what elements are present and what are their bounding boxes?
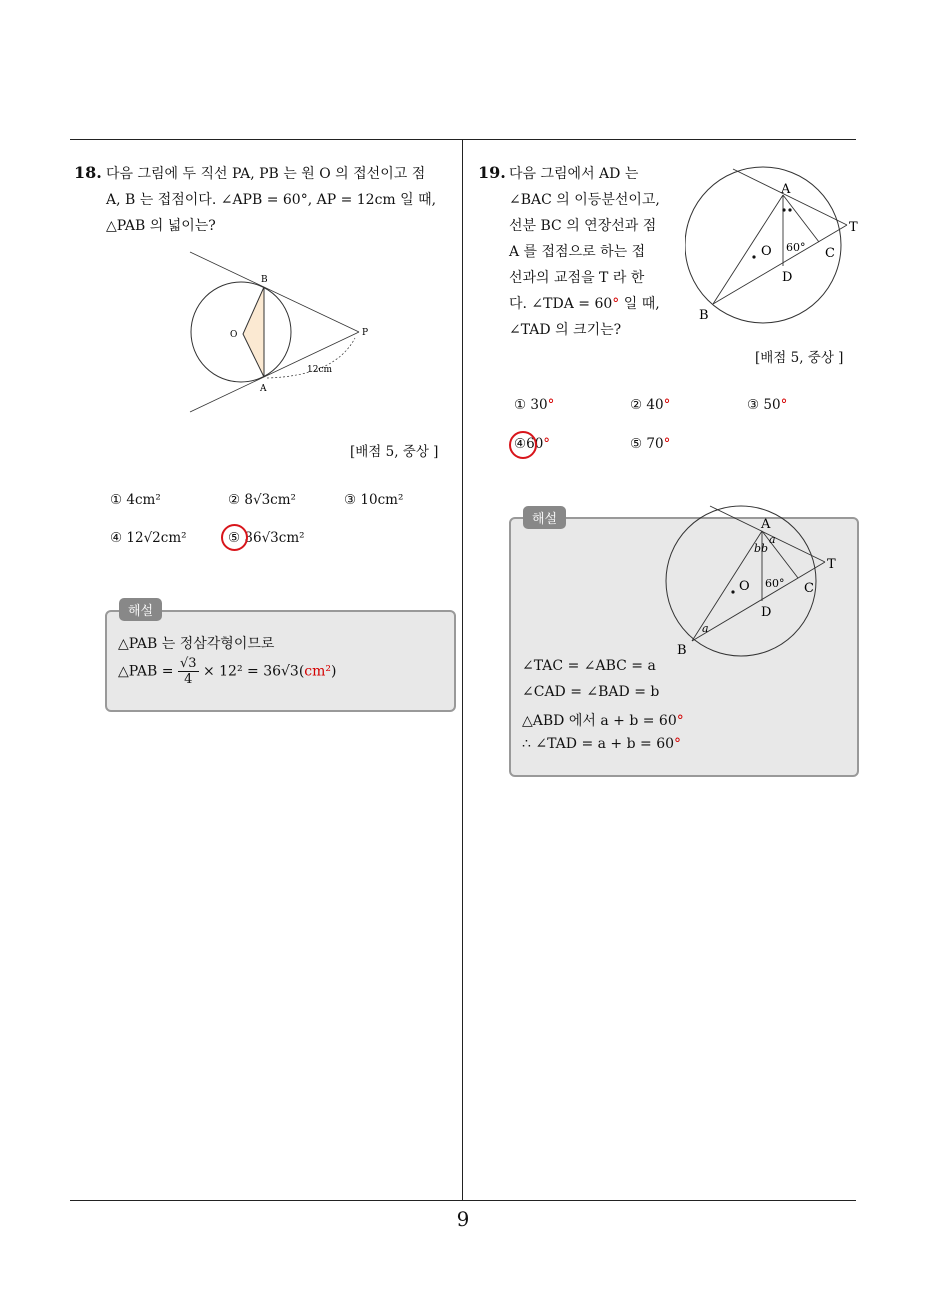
q18-expl-equation <box>118 656 337 687</box>
q18-expl-line-1: △PAB 는 정삼각형이므로 <box>118 636 275 652</box>
q19e-label-B: B <box>677 643 687 658</box>
q19-label-O: O <box>761 244 772 259</box>
q19-expl-line-3: △ABD 에서 a + b = 60° <box>522 713 684 729</box>
q19e-label-angle: 60° <box>765 577 785 590</box>
q19e-label-C: C <box>804 581 814 596</box>
q18-answer-circle <box>221 524 248 551</box>
q18-figure <box>185 248 375 418</box>
choice-number: ① <box>110 492 123 508</box>
q19-label-T: T <box>849 220 858 235</box>
q18-choice-3[interactable] <box>344 492 403 508</box>
q19e-label-a-bottom: a <box>702 622 709 635</box>
q19-label-C: C <box>825 246 835 261</box>
q18-text <box>106 161 456 239</box>
q18-line-2: A, B 는 접점이다. ∠APB = 60°, AP = 12cm 일 때, <box>106 192 437 208</box>
choice-number: ④ <box>110 530 123 546</box>
choice-text: 8√3cm² <box>244 492 296 508</box>
q19-explanation-tab: 해설 <box>523 506 566 529</box>
q18-choice-2[interactable] <box>228 492 296 508</box>
q19-answer-circle <box>509 431 537 459</box>
page-number: 9 <box>456 1207 470 1231</box>
choice-text: 60° <box>526 436 551 452</box>
choice-number: ② <box>630 397 643 413</box>
choice-text: 4cm² <box>126 492 161 508</box>
choice-number: ③ <box>344 492 357 508</box>
q18-line-1: 다음 그림에 두 직선 PA, PB 는 원 O 의 접선이고 점 <box>106 166 426 182</box>
column-divider <box>462 139 463 1201</box>
choice-text: 30° <box>530 397 555 413</box>
eq-close: ) <box>331 663 337 680</box>
q19-line-5: 선과의 교점을 T 라 한 <box>509 270 645 286</box>
q19-line-6: 다. ∠TDA = 60° 일 때, <box>509 296 660 312</box>
top-rule <box>70 139 856 140</box>
q19e-label-T: T <box>827 557 836 572</box>
q19-expl-line-1: ∠TAC = ∠ABC = a <box>522 658 656 674</box>
q19e-label-a-top: a <box>769 533 776 546</box>
q19-label-B: B <box>699 308 709 323</box>
q18-label-B: B <box>261 275 268 285</box>
choice-number: ① <box>514 397 527 413</box>
q19-label-angle: 60° <box>786 241 806 254</box>
choice-text: 12√2cm² <box>126 530 187 546</box>
q18-label-A: A <box>260 384 267 394</box>
q19-choice-1[interactable] <box>514 397 554 413</box>
q19-line-3: 선분 BC 의 연장선과 점 <box>509 218 657 234</box>
q19-choice-3[interactable] <box>747 397 787 413</box>
q18-number: 18. <box>74 163 102 182</box>
choice-text: 36√3cm² <box>244 530 305 546</box>
frac-den: 4 <box>184 672 193 687</box>
q19-choice-5[interactable] <box>630 436 670 452</box>
q18-choice-1[interactable] <box>110 492 161 508</box>
q19e-label-D: D <box>761 605 772 620</box>
q19-text <box>509 161 679 343</box>
q19-number: 19. <box>478 163 506 182</box>
q19-line-7: ∠TAD 의 크기는? <box>509 322 622 338</box>
choice-number: ④ <box>514 436 527 452</box>
choice-number: ⑤ <box>630 436 643 452</box>
q18-label-P: P <box>362 328 369 338</box>
eq-right: × 12² = 36√3( <box>202 663 305 680</box>
q19-choice-2[interactable] <box>630 397 670 413</box>
q19e-label-A: A <box>761 517 771 532</box>
fraction <box>178 656 199 687</box>
q19-line-2: ∠BAC 의 이등분선이고, <box>509 192 660 208</box>
bottom-rule <box>70 1200 856 1201</box>
eq-left: △PAB = <box>118 663 174 680</box>
q18-label-len: 12cm <box>307 365 333 375</box>
q18-line-3: △PAB 의 넓이는? <box>106 218 216 234</box>
q19-label-A: A <box>781 182 791 197</box>
choice-text: 40° <box>646 397 671 413</box>
q19e-label-bb: bb <box>754 542 769 555</box>
q19-expl-line-4: ∴ ∠TAD = a + b = 60° <box>522 736 682 752</box>
q19-line-1: 다음 그림에서 AD 는 <box>509 166 639 182</box>
q18-explanation-tab: 해설 <box>119 598 162 621</box>
q19-figure <box>685 163 865 333</box>
q18-difficulty: [배점 5, 중상 ] <box>350 444 439 460</box>
q19-explanation-figure <box>665 503 845 663</box>
choice-text: 70° <box>646 436 671 452</box>
q19e-label-O: O <box>739 579 750 594</box>
q19-label-D: D <box>782 270 793 285</box>
choice-number: ② <box>228 492 241 508</box>
eq-unit: cm² <box>304 663 332 680</box>
q18-choice-4[interactable] <box>110 530 187 546</box>
choice-number: ③ <box>747 397 760 413</box>
frac-num: √3 <box>179 656 197 671</box>
q19-line-4: A 를 접점으로 하는 접 <box>509 244 646 260</box>
q19-difficulty: [배점 5, 중상 ] <box>755 350 844 366</box>
choice-text: 10cm² <box>360 492 404 508</box>
q19-expl-line-2: ∠CAD = ∠BAD = b <box>522 684 660 700</box>
choice-text: 50° <box>763 397 788 413</box>
q18-label-O: O <box>230 330 238 340</box>
choice-number: ⑤ <box>228 530 241 546</box>
